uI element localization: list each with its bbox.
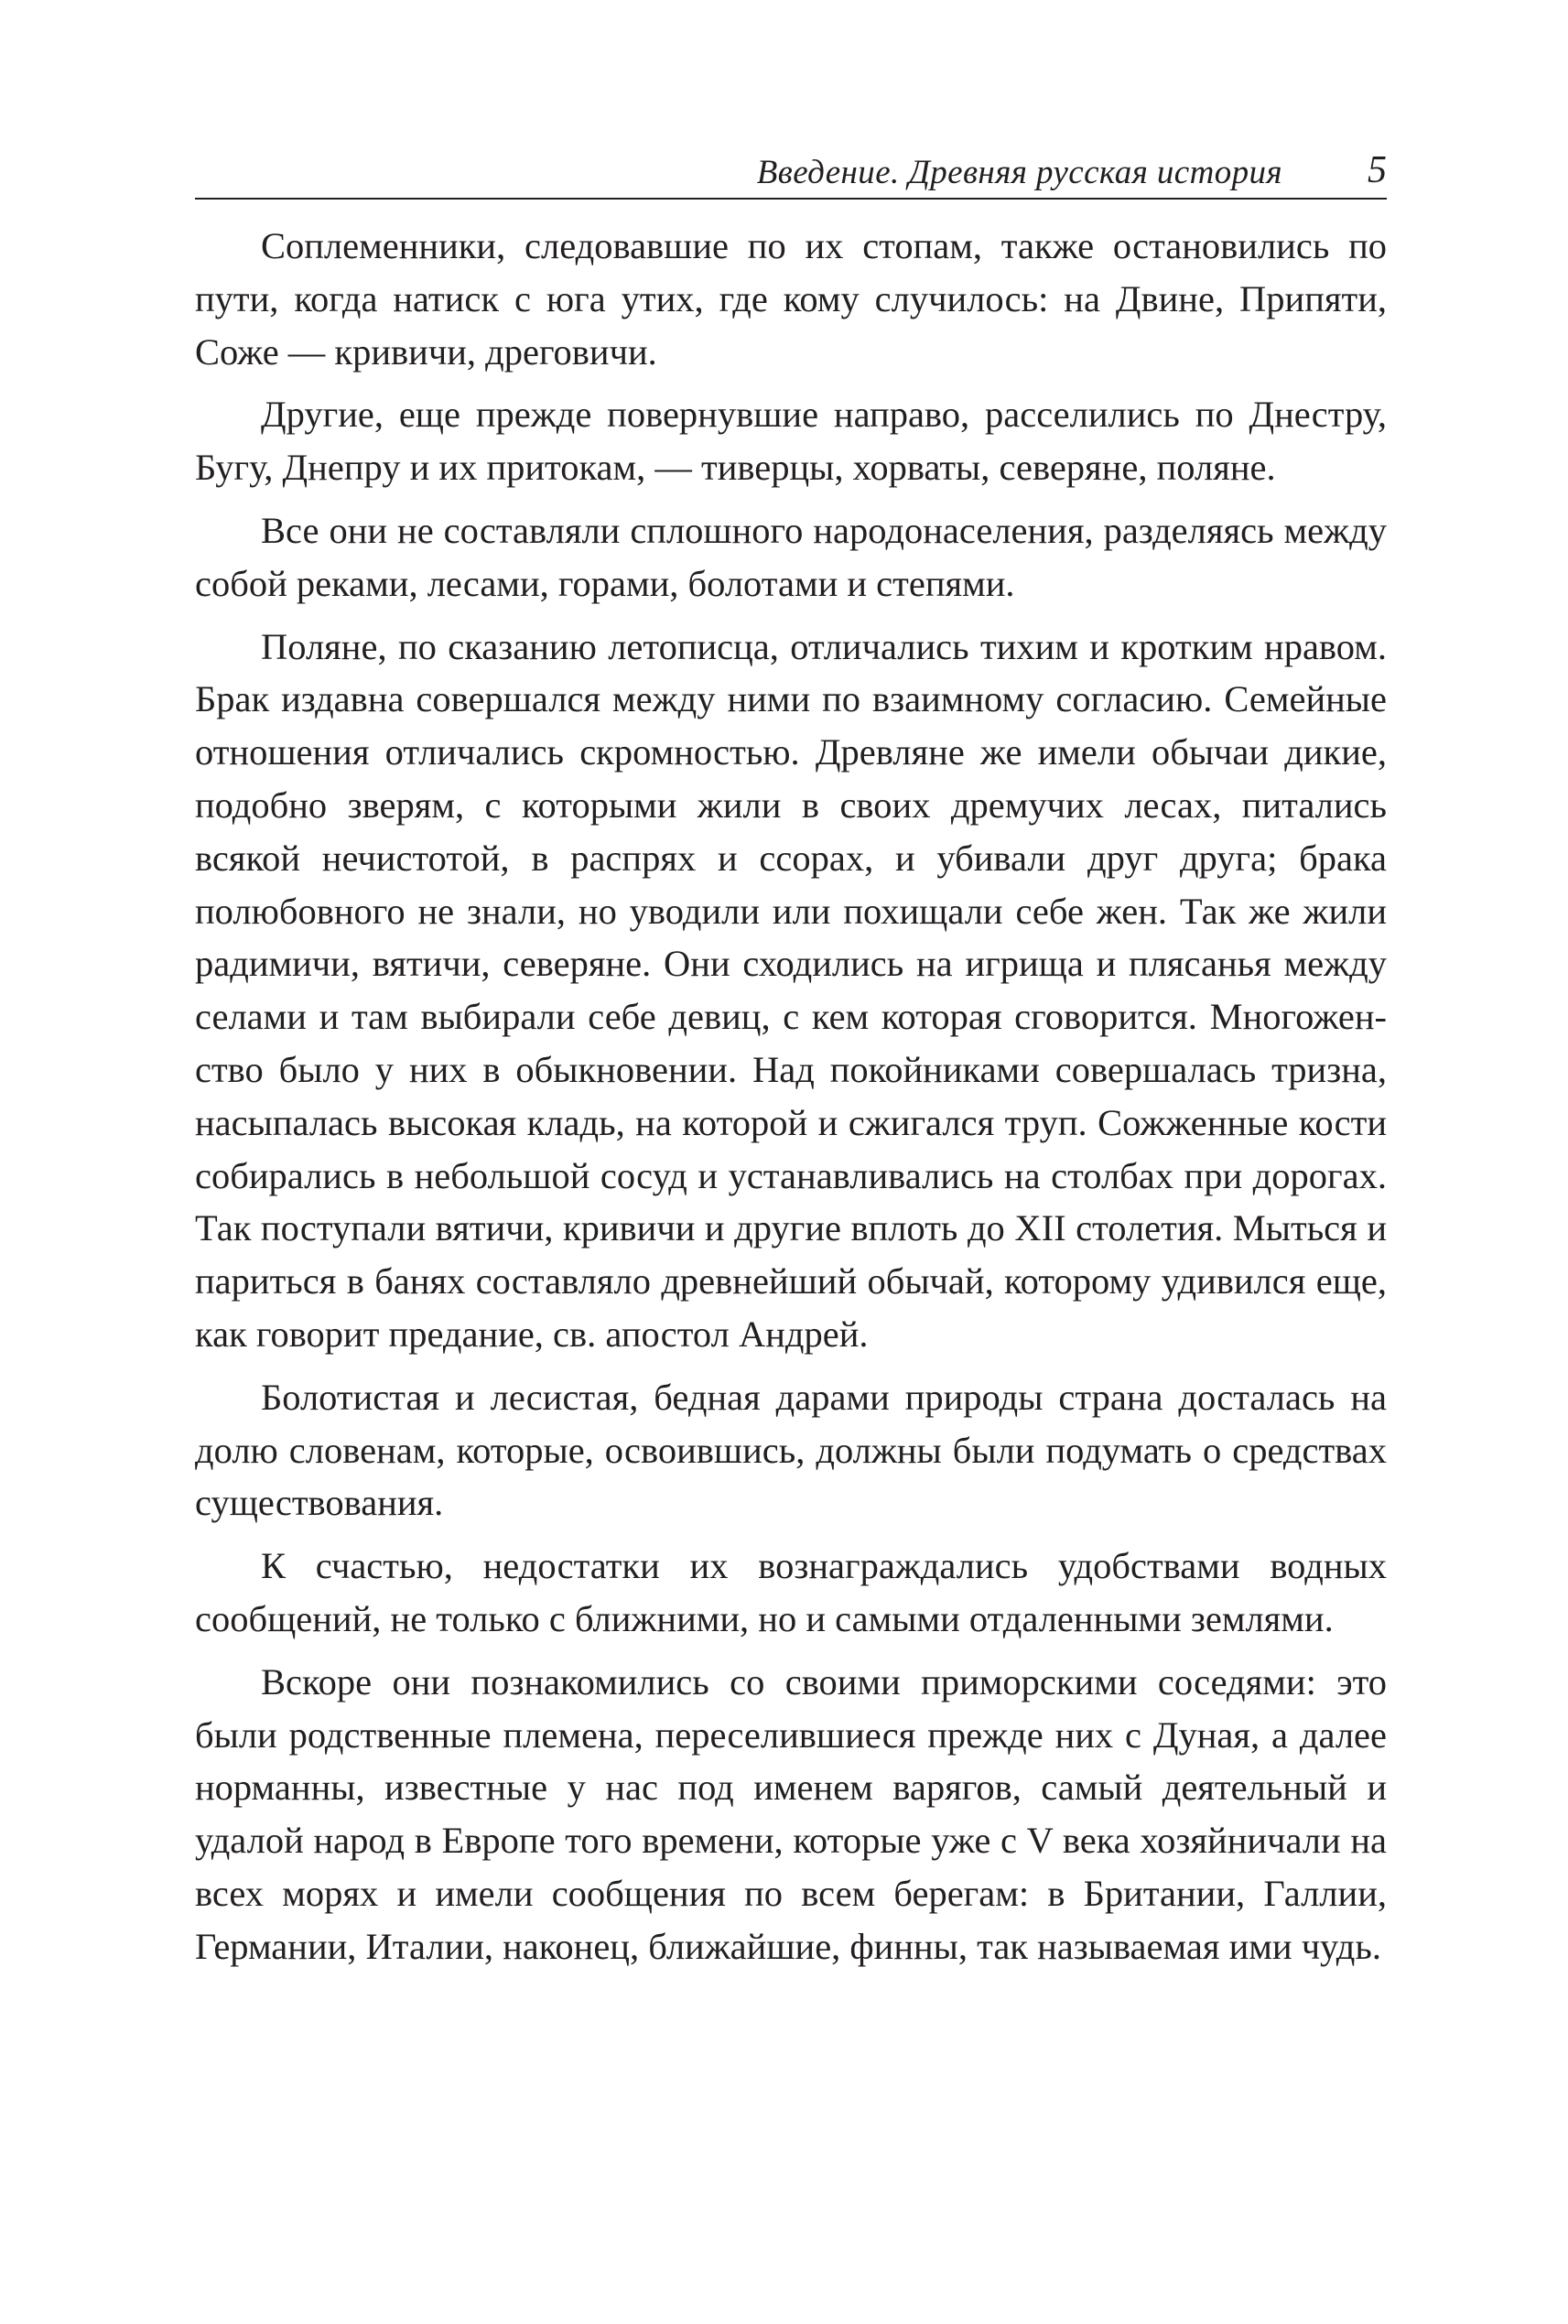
- page-number: 5: [1368, 149, 1387, 191]
- paragraph: Болотистая и лесистая, бедная дарами природы страна досталась на долю словенам, которые, освоившись, должны были подумать о средствах существования.: [195, 1376, 1387, 1524]
- paragraph: Соплеменники, следовавшие по их стопам, также остановились по пути, когда натиск с юга утих, где кому случилось: на Двине, Припяти, Соже — кривичи, дреговичи.: [195, 225, 1387, 373]
- body-text: [195, 220, 1387, 1984]
- paragraph: Другие, еще прежде повернувшие направо, расселились по Днестру, Бугу, Днепру и их притокам, — тиверцы, хорваты, северяне, поляне.: [195, 394, 1387, 489]
- running-title: Введение. Древняя русская история: [756, 154, 1282, 191]
- paragraph: К счастью, недостатки их вознаграждались удобствами водных сообщений, не только с ближними, но и самыми отдаленными землями.: [195, 1545, 1387, 1639]
- running-header: [195, 145, 1387, 200]
- paragraph: Все они не составляли сплошного народонаселения, разделяясь между собой реками, лесами, горами, болотами и степями.: [195, 509, 1387, 604]
- paragraph: Поляне, по сказанию летописца, отличались тихим и кротким нравом. Брак издавна совершался между ними по взаимному согласию. Семейные отношения отличались скромностью. Древляне же имели обычаи дикие, подобно зверям, с которыми жили в своих дремучих лесах, питались всякой нечистотой, в распрях и ссорах, и убивали друг друга; брака полюбовного не знали, но уводили или похищали себе жен. Так же жили радимичи, вятичи, северяне. Они сходились на игрища и плясанья между селами и там выбирали себе девиц, с кем которая сговорится. Многоженство было у них в обыкновении. Над покойниками совершалась тризна, насыпалась высокая кладь, на которой и сжигался труп. Сожженные кости собирались в небольшой сосуд и устанавливались на столбах при дорогах. Так поступали вятичи, кривичи и другие вплоть до XII столетия. Мыться и париться в банях составляло древнейший обычай, которому удивился еще, как говорит предание, св. апостол Андрей.: [195, 625, 1387, 1355]
- paragraph: Вскоре они познакомились со своими приморскими соседями: это были родственные племена, переселившиеся прежде них с Дуная, а далее норманны, известные у нас под именем варягов, самый деятельный и удалой народ в Европе того времени, которые уже с V века хозяйничали на всех морях и имели сообщения по всем берегам: в Британии, Галлии, Германии, Италии, наконец, ближайшие, финны, так называемая ими чудь.: [195, 1660, 1387, 1967]
